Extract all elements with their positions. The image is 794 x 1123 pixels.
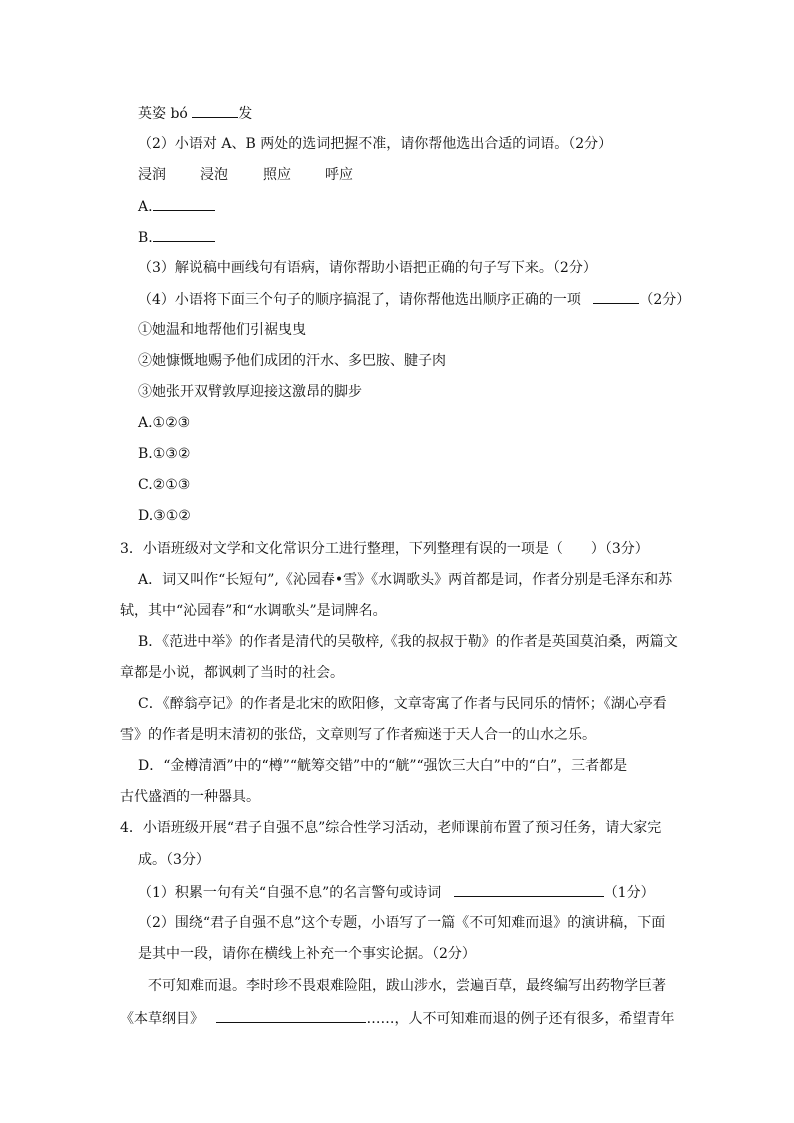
q4-passage-suffix: ……，人不可知难而退的例子还有很多，希望青年 <box>366 1011 675 1027</box>
q1-option-a-label: A. <box>138 199 153 215</box>
q4-part2-line2: 是其中一段，请你在横线上补充一个事实论据。（2分） <box>138 946 476 962</box>
q4-passage-prefix: 《本草纲目》 <box>120 1011 204 1027</box>
q3-option-d-line2: 古代盛酒的一种器具。 <box>120 789 260 805</box>
q1-part1-suffix: 发 <box>238 106 253 122</box>
q1-part3-prompt: （3）解说稿中画线句有语病，请你帮助小语把正确的句子写下来。（2分） <box>138 260 597 276</box>
q3-option-a-line1[interactable]: A．词又叫作“长短句”,《沁园春•雪》《水调歌头》两首都是词，作者分别是毛泽东和苏 <box>138 572 673 588</box>
q1-part4-prompt-line <box>138 289 690 309</box>
q1-part2-prompt: （2）小语对 A、B 两处的选词把握不准，请你帮他选出合适的词语。（2分） <box>138 136 613 152</box>
q3-option-b-line1[interactable]: B．《范进中举》的作者是清代的吴敬梓,《我的叔叔于勒》的作者是英国莫泊桑，两篇文 <box>138 634 678 650</box>
q1-part1-blank[interactable] <box>192 103 238 118</box>
q1-part4-choice-b[interactable]: B.①③② <box>138 446 191 462</box>
q1-option-a <box>138 196 215 216</box>
q4-part1-score: （1分） <box>603 885 655 901</box>
q1-option-b-blank[interactable] <box>153 227 215 242</box>
q1-part2-word-4: 呼应 <box>325 167 353 183</box>
q1-option-b <box>138 227 215 247</box>
q1-part4-choice-c[interactable]: C.②①③ <box>138 477 191 493</box>
q1-part4-blank[interactable] <box>593 289 639 304</box>
q1-part4-choice-d[interactable]: D.③①② <box>138 508 191 524</box>
q1-part4-sentence-3: ③她张开双臂敦厚迎接这激昂的脚步 <box>138 384 362 400</box>
q4-part1-line <box>138 882 655 902</box>
q4-part1-prompt: （1）积累一句有关“自强不息”的名言警句或诗词 <box>138 885 442 901</box>
q3-option-c-line1[interactable]: C．《醉翁亭记》的作者是北宋的欧阳修，文章寄寓了作者与民同乐的情怀；《湖心亭看 <box>138 696 667 712</box>
q1-part4-score: （2分） <box>639 292 691 308</box>
q3-option-d-line1[interactable]: D．“金樽清酒”中的“樽”“觥筹交错”中的“觥”“强饮三大白”中的“白”，三者都是 <box>138 758 628 774</box>
q4-passage-line2 <box>120 1008 674 1028</box>
q1-part4-choice-a[interactable]: A.①②③ <box>138 415 191 431</box>
q3-option-c-line2: 雪》的作者是明末清初的张岱，文章则写了作者痴迷于天人合一的山水之乐。 <box>120 727 596 743</box>
q1-part4-prompt: （4）小语将下面三个句子的顺序搞混了，请你帮他选出顺序正确的一项 <box>138 292 581 308</box>
q4-part1-blank[interactable] <box>454 882 604 897</box>
q1-part1-line <box>138 103 252 123</box>
q4-stem-line1: 4．小语班级开展“君子自强不息”综合性学习活动，老师课前布置了预习任务，请大家完 <box>120 820 662 836</box>
q1-option-b-label: B. <box>138 230 153 246</box>
q1-part4-sentence-1: ①她温和地帮他们引裾曳曳 <box>138 322 306 338</box>
q3-option-b-line2: 章都是小说，都讽刺了当时的社会。 <box>120 665 344 681</box>
q3-option-a-line2: 轼，其中“沁园春”和“水调歌头”是词牌名。 <box>120 603 387 619</box>
q1-part2-word-1: 浸润 <box>138 167 166 183</box>
q4-passage-blank[interactable] <box>216 1008 366 1023</box>
q1-part1-prefix: 英姿 bó <box>138 106 188 122</box>
q1-part2-word-2: 浸泡 <box>200 167 228 183</box>
q4-part2-line1: （2）围绕“君子自强不息”这个专题，小语写了一篇《不可知难而退》的演讲稿，下面 <box>138 915 666 931</box>
q4-passage-line1: 不可知难而退。李时珍不畏艰难险阻，跋山涉水，尝遍百草，最终编写出药物学巨著 <box>148 978 666 994</box>
q3-stem: 3．小语班级对文学和文化常识分工进行整理，下列整理有误的一项是（ ）（3分） <box>120 541 649 557</box>
q4-stem-line2: 成。（3分） <box>138 852 210 868</box>
q1-part4-sentence-2: ②她慷慨地赐予他们成团的汗水、多巴胺、腱子肉 <box>138 353 446 369</box>
q1-option-a-blank[interactable] <box>153 196 215 211</box>
q1-part2-word-3: 照应 <box>263 167 291 183</box>
